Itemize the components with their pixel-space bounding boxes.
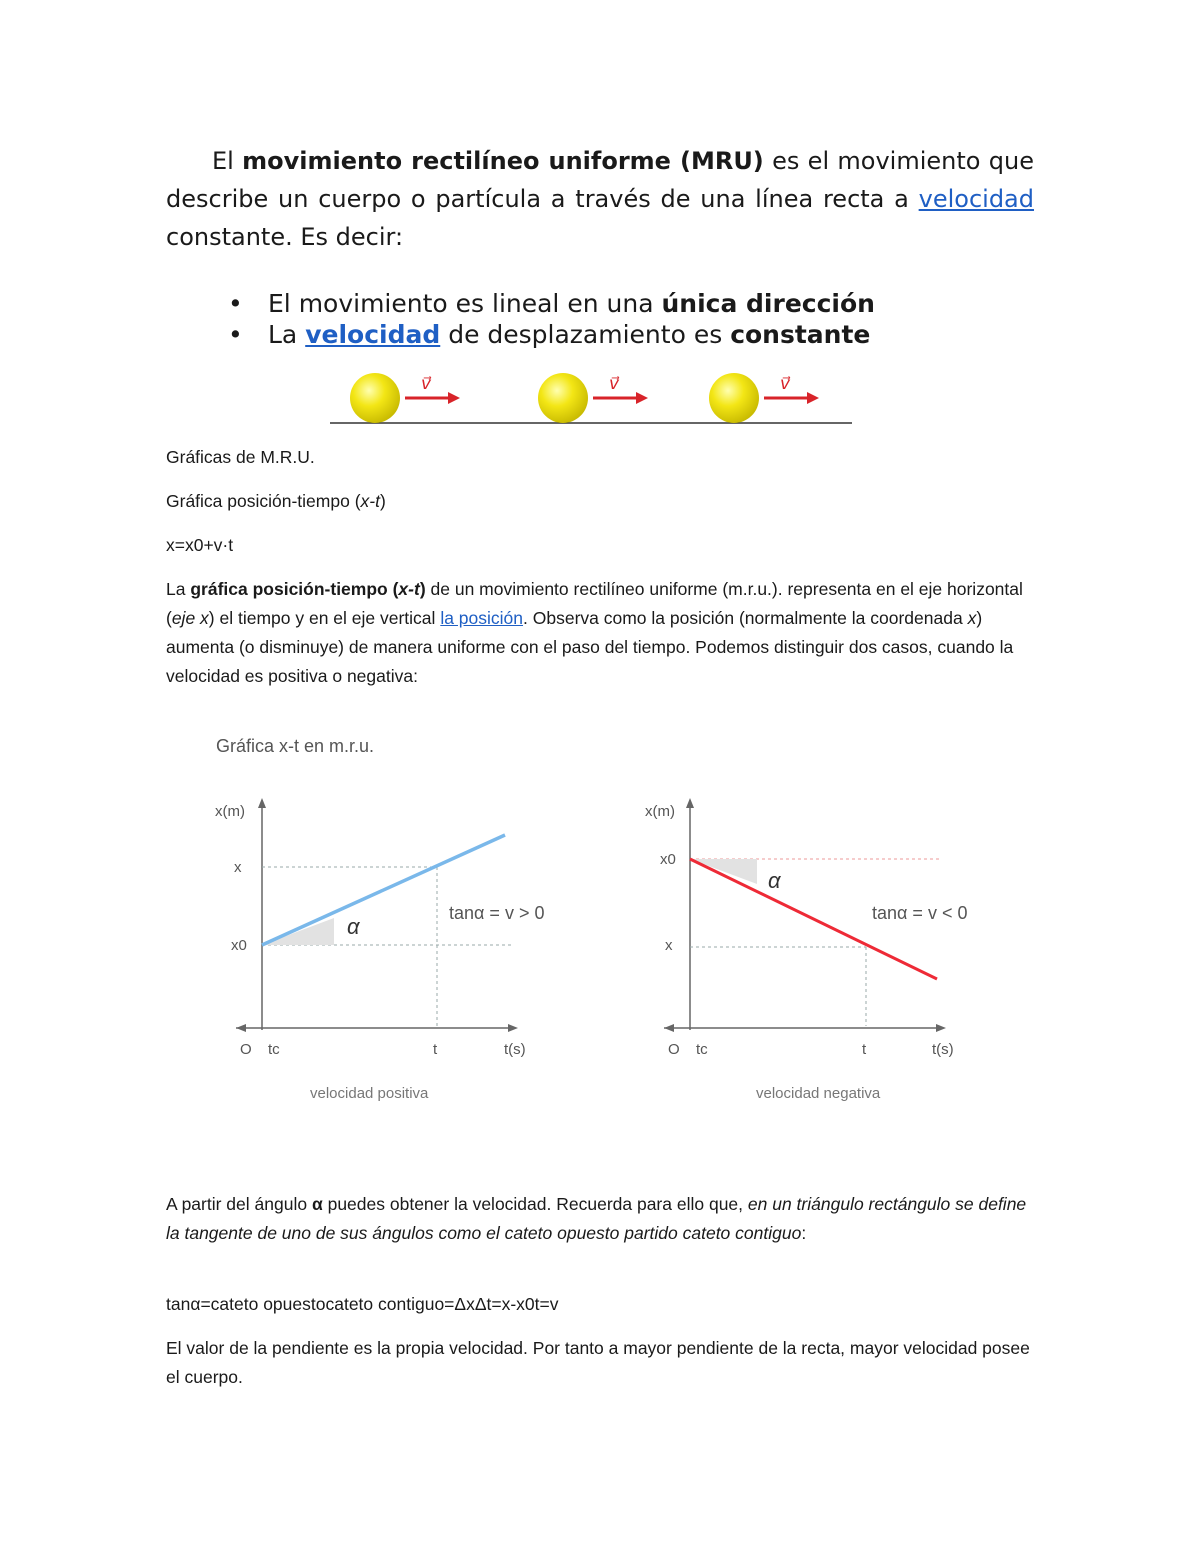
- bullet-bold: constante: [730, 320, 871, 349]
- tc-label: tc: [696, 1041, 708, 1058]
- bullet-list: [228, 288, 1028, 350]
- x-axis-label: t(s): [932, 1041, 954, 1058]
- ball-icon: [350, 373, 400, 423]
- velocity-label: v⃗: [421, 374, 432, 394]
- y-label: x(m): [645, 803, 675, 820]
- p1-bold-end: ): [419, 579, 426, 599]
- position-line: [262, 835, 505, 945]
- section-subtitle: [166, 487, 1034, 516]
- t-label: t: [862, 1041, 867, 1058]
- mru-term: movimiento rectilíneo uniforme (MRU): [242, 147, 764, 175]
- list-item: [228, 319, 1028, 350]
- paragraph-2: [166, 1190, 1034, 1248]
- x-label: x: [665, 937, 673, 954]
- origin-label: O: [240, 1041, 252, 1058]
- p1-text: de un movimiento rectilíneo uniforme (m.r.u.). representa en el eje horizontal (: [166, 579, 1023, 628]
- posicion-link[interactable]: la posición: [440, 608, 524, 628]
- bullet-text: El movimiento es lineal en una: [268, 289, 654, 318]
- tangent-equation: tanα = v < 0: [872, 903, 968, 923]
- velocity-label: v⃗: [780, 374, 791, 394]
- p1-bold: gráfica posición-tiempo (: [190, 579, 399, 599]
- velocity-label: v⃗: [609, 374, 620, 394]
- y-label: x(m): [215, 803, 245, 820]
- subtitle-end: ): [379, 491, 386, 511]
- p1-text: ) aumenta (o disminuye) de manera uniforme con el paso del tiempo. Podemos distinguir dos casos, cuando la velocidad es positiva o negativa:: [166, 608, 1014, 686]
- p2-text: puedes obtener la velocidad. Recuerda para ello que,: [327, 1194, 744, 1214]
- x0-label: x0: [231, 937, 247, 954]
- p1-italic: x: [967, 608, 977, 628]
- intro-word: El: [212, 147, 234, 175]
- xt-graphs-figure: [200, 720, 1000, 1110]
- p2-text: :: [801, 1223, 807, 1243]
- bullet-text: La: [268, 320, 298, 349]
- subtitle-var: x-t: [360, 491, 380, 511]
- chart-negative: [645, 798, 967, 1102]
- ball-1: [350, 373, 460, 423]
- ball-3: [709, 373, 819, 423]
- intro-text-end: constante. Es decir:: [166, 223, 404, 251]
- section-title: [166, 443, 1034, 472]
- p1-text: La: [166, 579, 186, 599]
- x-label: x: [234, 859, 242, 876]
- paragraph-3: [166, 1334, 1034, 1392]
- intro-paragraph: [166, 142, 1034, 256]
- tc-label: tc: [268, 1041, 280, 1058]
- bullet-bold: única dirección: [661, 289, 875, 318]
- alpha-label: α: [347, 914, 360, 939]
- bullet-text: de desplazamiento es: [448, 320, 723, 349]
- p2-text: A partir del ángulo: [166, 1194, 308, 1214]
- x0-label: x0: [660, 851, 676, 868]
- p1-italic: eje x: [171, 608, 209, 628]
- figure-title: Gráfica x-t en m.r.u.: [216, 736, 375, 756]
- ball-icon: [709, 373, 759, 423]
- formula-2: [166, 1290, 1034, 1319]
- p2-italic: en un triángulo rectángulo se define la tangente de uno de sus ángulos como el cateto opuesto partido cateto contiguo: [166, 1194, 1027, 1243]
- ball-icon: [538, 373, 588, 423]
- p1-text: . Observa como la posición (normalmente la coordenada: [523, 608, 963, 628]
- p3-text: El valor de la pendiente es la propia velocidad. Por tanto a mayor pendiente de la recta, mayor velocidad posee el cuerpo.: [166, 1338, 1030, 1387]
- formula-2-text: tanα=cateto opuestocateto contiguo=ΔxΔt=x-x0t=v: [166, 1294, 559, 1314]
- chart-caption: velocidad positiva: [310, 1085, 429, 1102]
- velocidad-link-2[interactable]: velocidad: [305, 320, 441, 349]
- p2-bold: α: [311, 1194, 323, 1214]
- tangent-equation: tanα = v > 0: [449, 903, 545, 923]
- p1-bold-italic: x-t: [398, 579, 420, 599]
- ball-2: [538, 373, 648, 423]
- alpha-label: α: [768, 868, 781, 893]
- balls-illustration: [330, 366, 860, 430]
- intro-text: es el movimiento que describe un cuerpo o partícula a través de una línea recta a: [166, 147, 1034, 213]
- p1-text: ) el tiempo y en el eje vertical: [208, 608, 436, 628]
- list-item: [228, 288, 1028, 319]
- subtitle-text: Gráfica posición-tiempo (: [166, 491, 361, 511]
- x-axis-label: t(s): [504, 1041, 526, 1058]
- velocidad-link[interactable]: velocidad: [918, 185, 1034, 213]
- t-label: t: [433, 1041, 438, 1058]
- formula: [166, 531, 1034, 560]
- chart-positive: [215, 798, 544, 1102]
- paragraph-1: [166, 575, 1034, 691]
- section-title-text: Gráficas de M.R.U.: [166, 447, 315, 467]
- origin-label: O: [668, 1041, 680, 1058]
- formula-text: x=x0+v·t: [166, 535, 234, 555]
- chart-caption: velocidad negativa: [756, 1085, 881, 1102]
